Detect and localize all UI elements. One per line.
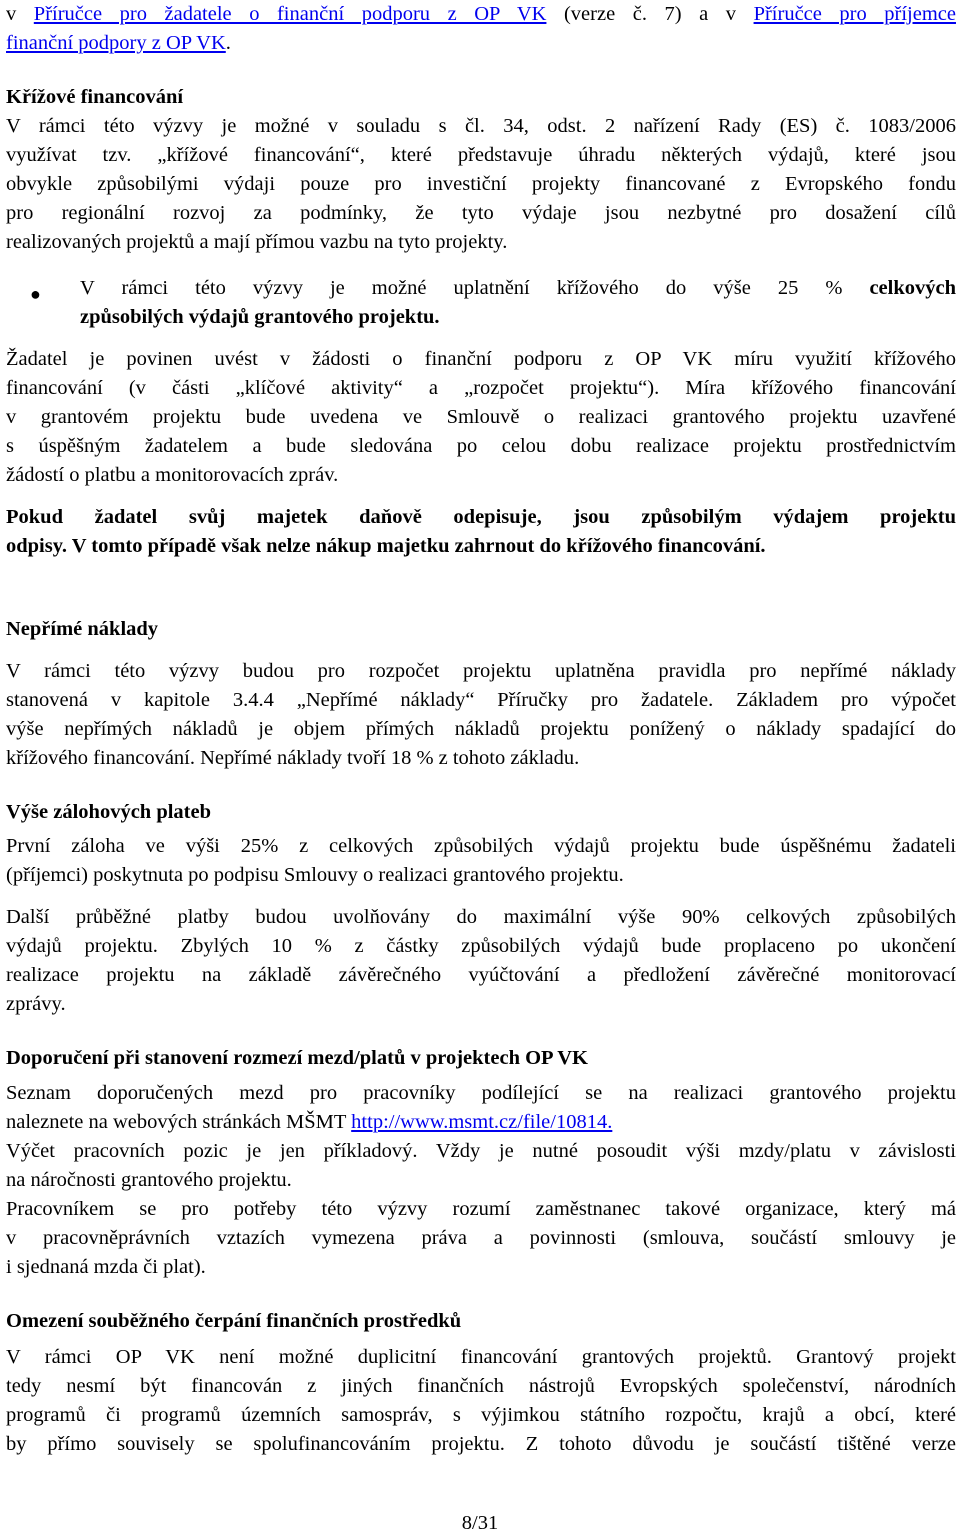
paragraph-line: stanovená v kapitole 3.4.4 „Nepřímé náklady“ Příručky pro žadatele. Základem pro výpočet [6, 689, 956, 711]
bullet-line [80, 274, 956, 303]
paragraph-line: Další průběžné platby budou uvolňovány do maximální výše 90% celkových způsobilých [6, 906, 956, 928]
paragraph-line: využívat tzv. „křížové financování“, které představuje úhradu některých výdajů, které jsou [6, 144, 956, 166]
paragraph-line: v pracovněprávních vztazích vymezena práva a povinnosti (smlouva, součástí smlouvy je [6, 1227, 956, 1249]
handbook-recipient-link-cont[interactable]: finanční podpory z OP VK [6, 32, 226, 54]
text-run: v [6, 3, 34, 25]
bullet-icon: ● [30, 284, 41, 304]
paragraph-line [6, 1108, 956, 1137]
paragraph-line: Výčet pracovních pozic je jen příkladový. Vždy je nutné posoudit výši mzdy/platu v závislosti [6, 1140, 956, 1162]
msmt-link[interactable]: http://www.msmt.cz/file/10814. [351, 1111, 613, 1133]
paragraph-line: První záloha ve výši 25% z celkových způsobilých výdajů projektu bude úspěšnému žadateli [6, 835, 956, 857]
section-heading-mzdy: Doporučení při stanovení rozmezí mezd/platů v projektech OP VK [6, 1047, 588, 1069]
section-heading-omezeni: Omezení souběžného čerpání finančních prostředků [6, 1310, 462, 1332]
paragraph-line: výdajů projektu. Zbylých 10 % z částky způsobilých výdajů bude proplaceno po ukončení [6, 935, 956, 957]
page-number: 8/31 [461, 1512, 499, 1534]
text-run: . [225, 32, 231, 54]
paragraph-line: křížového financování. Nepřímé náklady tvoří 18 % z tohoto základu. [6, 747, 580, 769]
bullet-line: způsobilých výdajů grantového projektu. [80, 306, 440, 329]
paragraph-line: financování (v části „klíčové aktivity“ a „rozpočet projektu“). Míra křížového financování [6, 377, 956, 399]
paragraph-line: V rámci této výzvy je možné v souladu s čl. 34, odst. 2 nařízení Rady (ES) č. 1083/2006 [6, 115, 956, 137]
section-heading-krizove: Křížové financování [6, 86, 184, 108]
paragraph-line: programů či programů územních samospráv, s výjimkou státního rozpočtu, krajů a obcí, které [6, 1404, 956, 1426]
text-run: (verze č. 7) a v [546, 3, 754, 25]
handbook-applicant-link[interactable]: Příručce pro žadatele o finanční podporu z OP VK [33, 3, 547, 25]
paragraph-line: (příjemci) poskytnuta po podpisu Smlouvy o realizaci grantového projektu. [6, 864, 624, 886]
paragraph-line: výše nepřímých nákladů je objem přímých nákladů projektu ponížený o náklady spadající do [6, 718, 956, 740]
paragraph-line: na náročnosti grantového projektu. [6, 1169, 292, 1191]
bold-paragraph-line: odpisy. V tomto případě však nelze nákup majetku zahrnout do křížového financování. [6, 535, 766, 557]
paragraph-line: V rámci OP VK není možné duplicitní financování grantových projektů. Grantový projekt [6, 1346, 956, 1368]
text-run: V rámci této výzvy je možné uplatnění křížového do výše 25 % [80, 277, 870, 299]
paragraph-line: V rámci této výzvy budou pro rozpočet projektu uplatněna pravidla pro nepřímé náklady [6, 660, 956, 682]
paragraph-line: Žadatel je povinen uvést v žádosti o finanční podporu z OP VK míru využití křížového [6, 348, 956, 370]
paragraph-line: realizace projektu na základě závěrečného vyúčtování a předložení závěrečné monitorovací [6, 964, 956, 986]
paragraph-line: realizovaných projektů a mají přímou vazbu na tyto projekty. [6, 231, 508, 253]
paragraph-line: i sjednaná mzda či plat). [6, 1256, 206, 1278]
paragraph-line: obvykle způsobilými výdaji pouze pro investiční projekty financované z Evropského fondu [6, 173, 956, 195]
handbook-recipient-link[interactable]: Příručce pro příjemce [753, 3, 956, 25]
paragraph-line: Seznam doporučených mezd pro pracovníky podílející se na realizaci grantového projektu [6, 1082, 956, 1104]
paragraph-line: by přímo souvisely se spolufinancováním projektu. Z tohoto důvodu je součástí tištěné verze [6, 1433, 956, 1455]
intro-line-2 [6, 29, 956, 58]
paragraph-line: tedy nesmí být financován z jiných finančních nástrojů Evropských společenství, národních [6, 1375, 956, 1397]
paragraph-line: žádostí o platbu a monitorovacích zpráv. [6, 464, 339, 486]
bold-run: celkových [869, 277, 956, 299]
bullet-text [80, 274, 956, 333]
paragraph-line: s úspěšným žadatelem a bude sledována po celou dobu realizace projektu prostřednictvím [6, 435, 956, 457]
paragraph-line: zprávy. [6, 993, 66, 1015]
intro-line-1 [6, 0, 956, 29]
paragraph-line: v grantovém projektu bude uvedena ve Smlouvě o realizaci grantového projektu uzavřené [6, 406, 956, 428]
bold-paragraph-line: Pokud žadatel svůj majetek daňově odepisuje, jsou způsobilým výdajem projektu [6, 506, 956, 528]
section-heading-zalohy: Výše zálohových plateb [6, 801, 211, 823]
paragraph-line: Pracovníkem se pro potřeby této výzvy rozumí zaměstnanec takové organizace, který má [6, 1198, 956, 1220]
text-run: naleznete na webových stránkách MŠMT [6, 1111, 352, 1133]
section-heading-neprime: Nepřímé náklady [6, 618, 159, 640]
paragraph-line: pro regionální rozvoj za podmínky, že tyto výdaje jsou nezbytné pro dosažení cílů [6, 202, 956, 224]
